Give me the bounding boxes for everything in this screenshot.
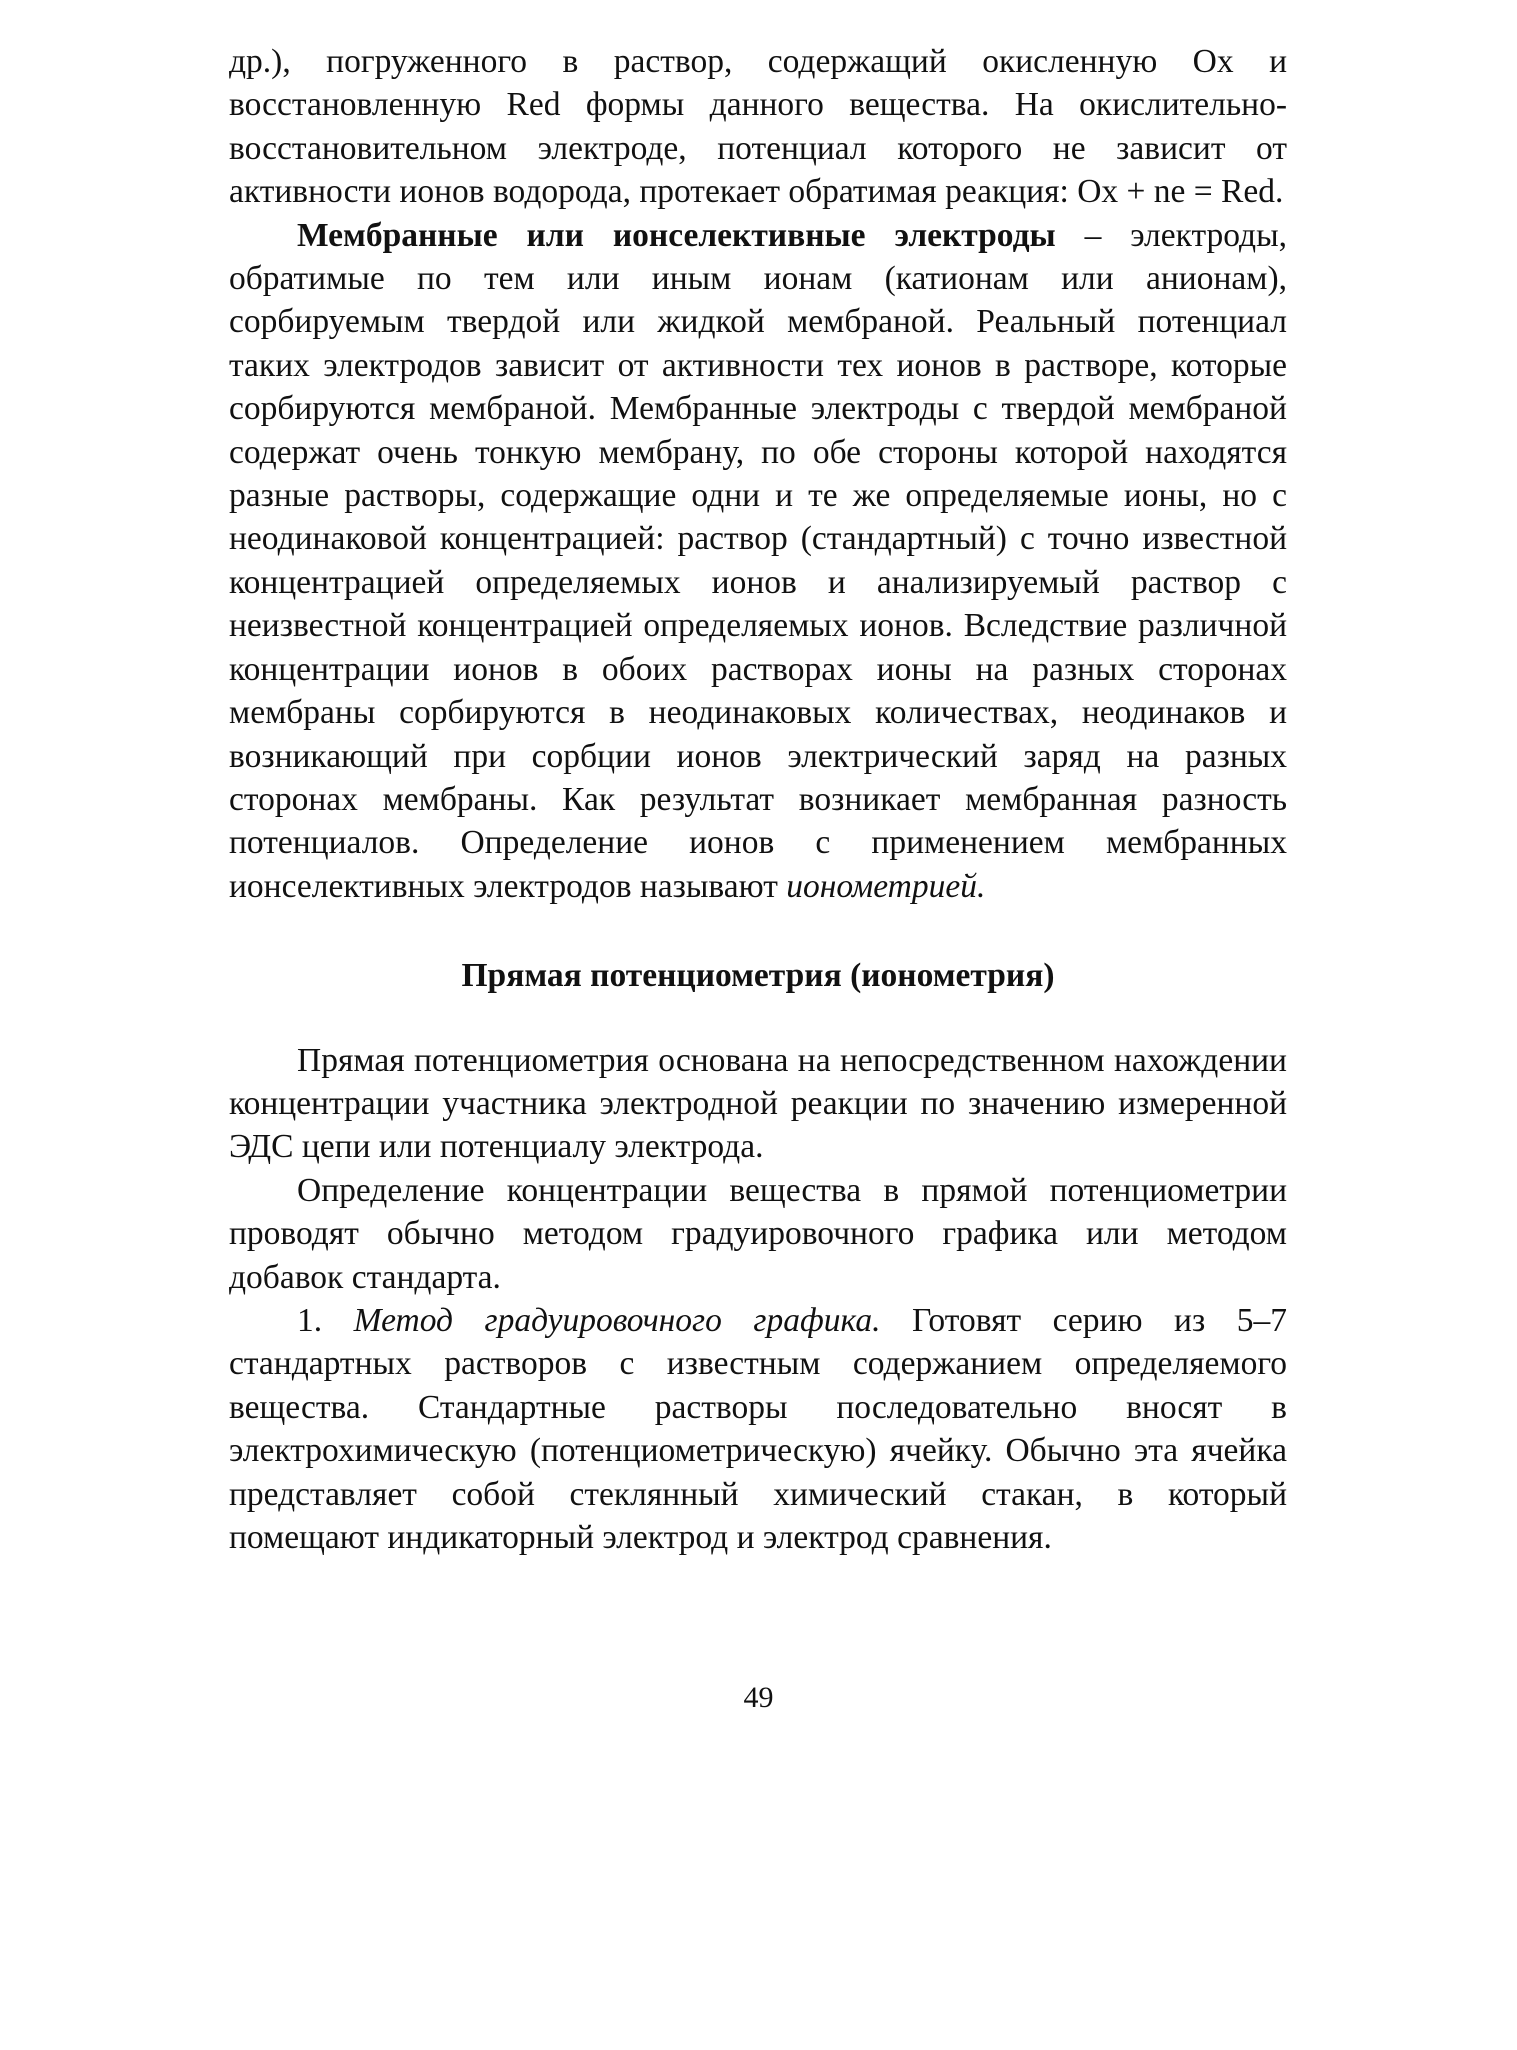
paragraph-text: – электроды, обратимые по тем или иным ионам (катионам или анионам), сорбируемым твердой или жидкой мембраной. Реальный потенциал таких электродов зависит от активности тех ионов в растворе, которые сорбируются мембраной. Мембранные электроды с твердой мембраной содержат очень тонкую мембрану, по обе стороны которой находятся разные растворы, содержащие одни и те же определяемые ионы, но с неодинаковой концентрацией: раствор (стандартный) с точно известной концентрацией определяемых ионов и анализируемый раствор с неизвестной концентрацией определяемых ионов. Вследствие различной концентрации ионов в обоих растворах ионы на разных сторонах мембраны сорбируются в неодинаковых количествах, неодинаков и возникающий при сорбции ионов электрический заряд на разных сторонах мембраны. Как результат возникает мембранная разность потенциалов. Определение ионов с применением мембранных ионселективных электродов называют [229, 216, 1287, 905]
page-number: 49 [743, 1681, 774, 1714]
paragraph-calibration-method [229, 1299, 1287, 1559]
section-title: Прямая потенциометрия (ионометрия) [461, 957, 1055, 995]
paragraph-redox-electrode [229, 40, 1287, 214]
page-body [229, 40, 1287, 1559]
paragraph-text: др.), погруженного в раствор, содержащий окисленную Ox и восстановленную Red формы данного вещества. На окислительно-восстановительном электроде, потенциал которого не зависит от активности ионов водорода, протекает обратимая реакция: Ox + ne = Red. [229, 43, 1287, 211]
italic-term-ionometry: ионометрией. [786, 867, 986, 905]
paragraph-direct-potentiometry [229, 1039, 1287, 1169]
term-membrane-electrodes: Мембранные или ионселективные электроды [297, 216, 1056, 254]
paragraph-concentration-determination [229, 1169, 1287, 1299]
paragraph-membrane-electrodes [229, 214, 1287, 909]
paragraph-text: Готовят серию из 5–7 стандартных растворов с известным содержанием определяемого вещества. Стандартные растворы последовательно вносят в электрохимическую (потенциометрическую) ячейку. Обычно эта ячейка представляет собой стеклянный химический стакан, в который помещают индикаторный электрод и электрод сравнения. [229, 1301, 1287, 1556]
italic-method-name: Метод градуировочного графика. [353, 1301, 881, 1339]
list-number: 1. [297, 1301, 354, 1339]
paragraph-text: Определение концентрации вещества в прямой потенциометрии проводят обычно методом градуировочного графика или методом добавок стандарта. [229, 1171, 1287, 1296]
paragraph-text: Прямая потенциометрия основана на непосредственном нахождении концентрации участника электродной реакции по значению измеренной ЭДС цепи или потенциалу электрода. [229, 1041, 1287, 1166]
